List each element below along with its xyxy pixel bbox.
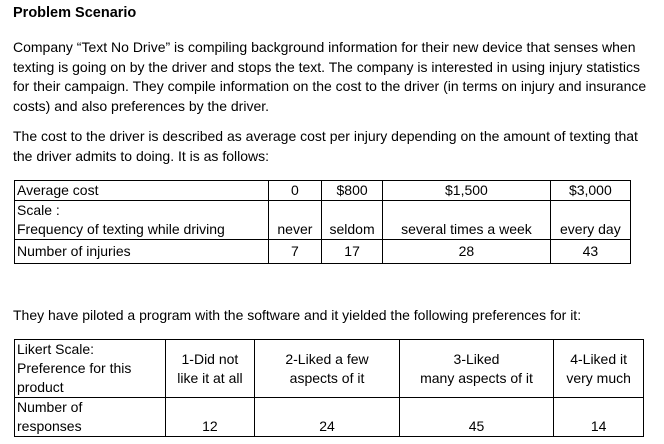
responses-label-cell xyxy=(15,398,166,437)
option-line: many aspects of it xyxy=(420,369,533,386)
option-line: 3-Liked xyxy=(453,350,500,367)
scale-label: Scale : xyxy=(17,202,60,218)
cost-paragraph: The cost to the driver is described as average cost per injury depending on the amount of texting that the driver admits to doing. It is as follows: xyxy=(13,128,638,164)
likert-label-line: product xyxy=(17,379,64,395)
responses-label-line: Number of xyxy=(17,399,83,415)
cost-cell: $3,000 xyxy=(550,181,630,201)
table-row xyxy=(15,340,644,398)
preference-table xyxy=(14,339,644,437)
intro-paragraph: Company “Text No Drive” is compiling background information for their new device that senses when texting is going on by the driver and stops the text. The company is interested in using injury statistics for their campaign. They compile information on the cost to the driver (in terms on injury and insurance costs) and also preferences by the driver. xyxy=(13,39,647,114)
responses-cell: 24 xyxy=(255,398,400,437)
page-title: Problem Scenario xyxy=(13,5,137,21)
likert-option xyxy=(399,340,553,398)
table-row xyxy=(15,240,631,264)
injuries-cell: 28 xyxy=(383,240,551,264)
likert-option xyxy=(554,340,644,398)
cost-cell: $1,500 xyxy=(383,181,551,201)
responses-cell: 45 xyxy=(399,398,553,437)
table-row xyxy=(15,201,631,240)
cost-cell: $800 xyxy=(321,181,382,201)
likert-label-cell xyxy=(15,340,166,398)
option-line: 1-Did not xyxy=(181,350,239,367)
likert-option xyxy=(165,340,255,398)
option-line: 2-Liked a few xyxy=(285,350,369,367)
responses-cell: 12 xyxy=(165,398,255,437)
option-line: 4-Liked it xyxy=(570,350,628,367)
frequency-cell: every day xyxy=(550,201,630,240)
responses-label-line: responses xyxy=(17,418,82,434)
cost-label: Average cost xyxy=(15,181,269,201)
option-line: aspects of it xyxy=(289,369,365,386)
frequency-cell: never xyxy=(268,201,321,240)
option-line: very much xyxy=(566,369,631,386)
likert-label-line: Preference for this xyxy=(17,360,132,376)
injuries-cell: 7 xyxy=(268,240,321,264)
option-line: like it at all xyxy=(177,369,243,386)
pilot-paragraph: They have piloted a program with the software and it yielded the following preferences for it: xyxy=(13,307,582,323)
table-row xyxy=(15,398,644,437)
likert-option xyxy=(255,340,400,398)
frequency-cell: seldom xyxy=(321,201,382,240)
table-row xyxy=(15,181,631,201)
injuries-cell: 17 xyxy=(321,240,382,264)
cost-cell: 0 xyxy=(268,181,321,201)
likert-label-line: Likert Scale: xyxy=(17,341,95,357)
frequency-label: Frequency of texting while driving xyxy=(17,221,225,237)
scale-label-cell xyxy=(15,201,269,240)
injuries-label: Number of injuries xyxy=(15,240,269,264)
cost-table xyxy=(14,180,631,264)
responses-cell: 14 xyxy=(554,398,644,437)
injuries-cell: 43 xyxy=(550,240,630,264)
frequency-cell: several times a week xyxy=(383,201,551,240)
